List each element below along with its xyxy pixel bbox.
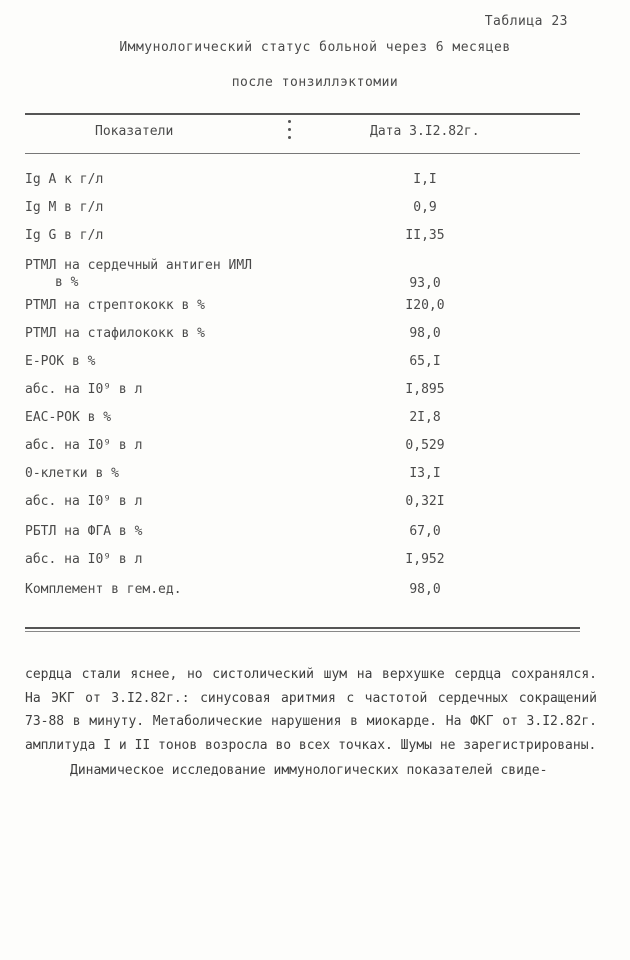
parameter-name-text: РБТЛ на ФГА в % [25, 524, 143, 539]
table-row [0, 326, 630, 352]
table-bottom-rule-thin [25, 631, 580, 632]
parameter-name [25, 582, 182, 597]
parameter-name-text: 0-клетки в % [25, 466, 119, 481]
parameter-name [25, 382, 142, 397]
body-text [25, 663, 597, 783]
parameter-value: I,952 [405, 552, 445, 567]
parameter-value: 0,9 [413, 200, 437, 215]
parameter-name [25, 524, 142, 539]
table-row [0, 438, 630, 464]
parameter-value: 65,I [409, 354, 441, 369]
parameter-value: 2I,8 [409, 410, 441, 425]
table-row [0, 200, 630, 226]
parameter-name [25, 354, 95, 369]
parameter-value: II,35 [405, 228, 445, 243]
table-title-continuation: после тонзиллэктомии [231, 75, 399, 90]
parameter-name [25, 494, 142, 509]
parameter-value: I,895 [405, 382, 445, 397]
paragraph: Динамическое исследование иммунологических показателей свиде- [70, 763, 548, 778]
parameter-name-text: РТМЛ на стафилококк в % [25, 326, 206, 341]
parameter-name-text: РТМЛ на сердечный антиген ИМЛ [25, 258, 252, 273]
table-top-rule [25, 113, 580, 115]
table-row [0, 466, 630, 492]
column-header-parameters: Показатели [95, 124, 174, 139]
parameter-name [25, 228, 103, 243]
parameter-name-text: абс. на I0⁹ в л [25, 552, 143, 567]
parameter-name [25, 410, 111, 425]
table-header-rule [25, 153, 580, 154]
table-bottom-rule [25, 627, 580, 629]
parameter-value: 67,0 [409, 524, 441, 539]
parameter-name [25, 258, 252, 290]
parameter-name [25, 172, 103, 187]
table-row [0, 494, 630, 520]
parameter-name-text: абс. на I0⁹ в л [25, 438, 143, 453]
table-row [0, 354, 630, 380]
parameter-value: 93,0 [409, 276, 441, 291]
parameter-name-text: Ig M в г/л [25, 200, 104, 215]
parameter-name [25, 326, 205, 341]
table-row [0, 298, 630, 324]
parameter-name-text: ЕАС-РОК в % [25, 410, 112, 425]
parameter-value: I20,0 [405, 298, 445, 313]
parameter-name [25, 466, 119, 481]
table-row [0, 552, 630, 578]
parameter-name [25, 298, 205, 313]
parameter-name [25, 552, 142, 567]
table-row [0, 410, 630, 436]
column-separator [288, 120, 292, 144]
parameter-name-text: абс. на I0⁹ в л [25, 494, 143, 509]
parameter-value: 98,0 [409, 582, 441, 597]
parameter-name [25, 438, 142, 453]
parameter-name-text: Е-РОК в % [25, 354, 96, 369]
paragraph: сердца стали яснее, но систолический шум на верхушке сердца сохранялся. На ЭКГ от 3.I2.82г.: синусовая аритмия с частотой сердечных сокращений 73-88 в минуту. Метаболические нарушения в миокарде. На ФКГ от 3.I2.82г. амплитуда I и II тонов возросла во всех точках. Шумы не зарегистрированы. [25, 667, 597, 753]
parameter-name-text: Ig A к г/л [25, 172, 104, 187]
parameter-value: I3,I [409, 466, 441, 481]
parameter-name-continuation: в % [55, 275, 79, 290]
parameter-value: 0,32I [405, 494, 445, 509]
table-number: Таблица 23 [484, 14, 568, 29]
parameter-name-text: абс. на I0⁹ в л [25, 382, 143, 397]
parameter-value: I,I [413, 172, 437, 187]
column-header-date: Дата 3.I2.82г. [370, 124, 480, 139]
parameter-name-text: Ig G в г/л [25, 228, 104, 243]
parameter-name-text: Комплемент в гем.ед. [25, 582, 182, 597]
parameter-value: 0,529 [405, 438, 445, 453]
table-row [0, 258, 630, 291]
parameter-value: 98,0 [409, 326, 441, 341]
table-row [0, 524, 630, 550]
table-row [0, 382, 630, 408]
parameter-name-text: РТМЛ на стрептококк в % [25, 298, 206, 313]
table-row [0, 582, 630, 608]
table-row [0, 228, 630, 254]
table-row [0, 172, 630, 198]
table-title: Иммунологический статус больной через 6 месяцев [119, 40, 511, 55]
parameter-name [25, 200, 103, 215]
